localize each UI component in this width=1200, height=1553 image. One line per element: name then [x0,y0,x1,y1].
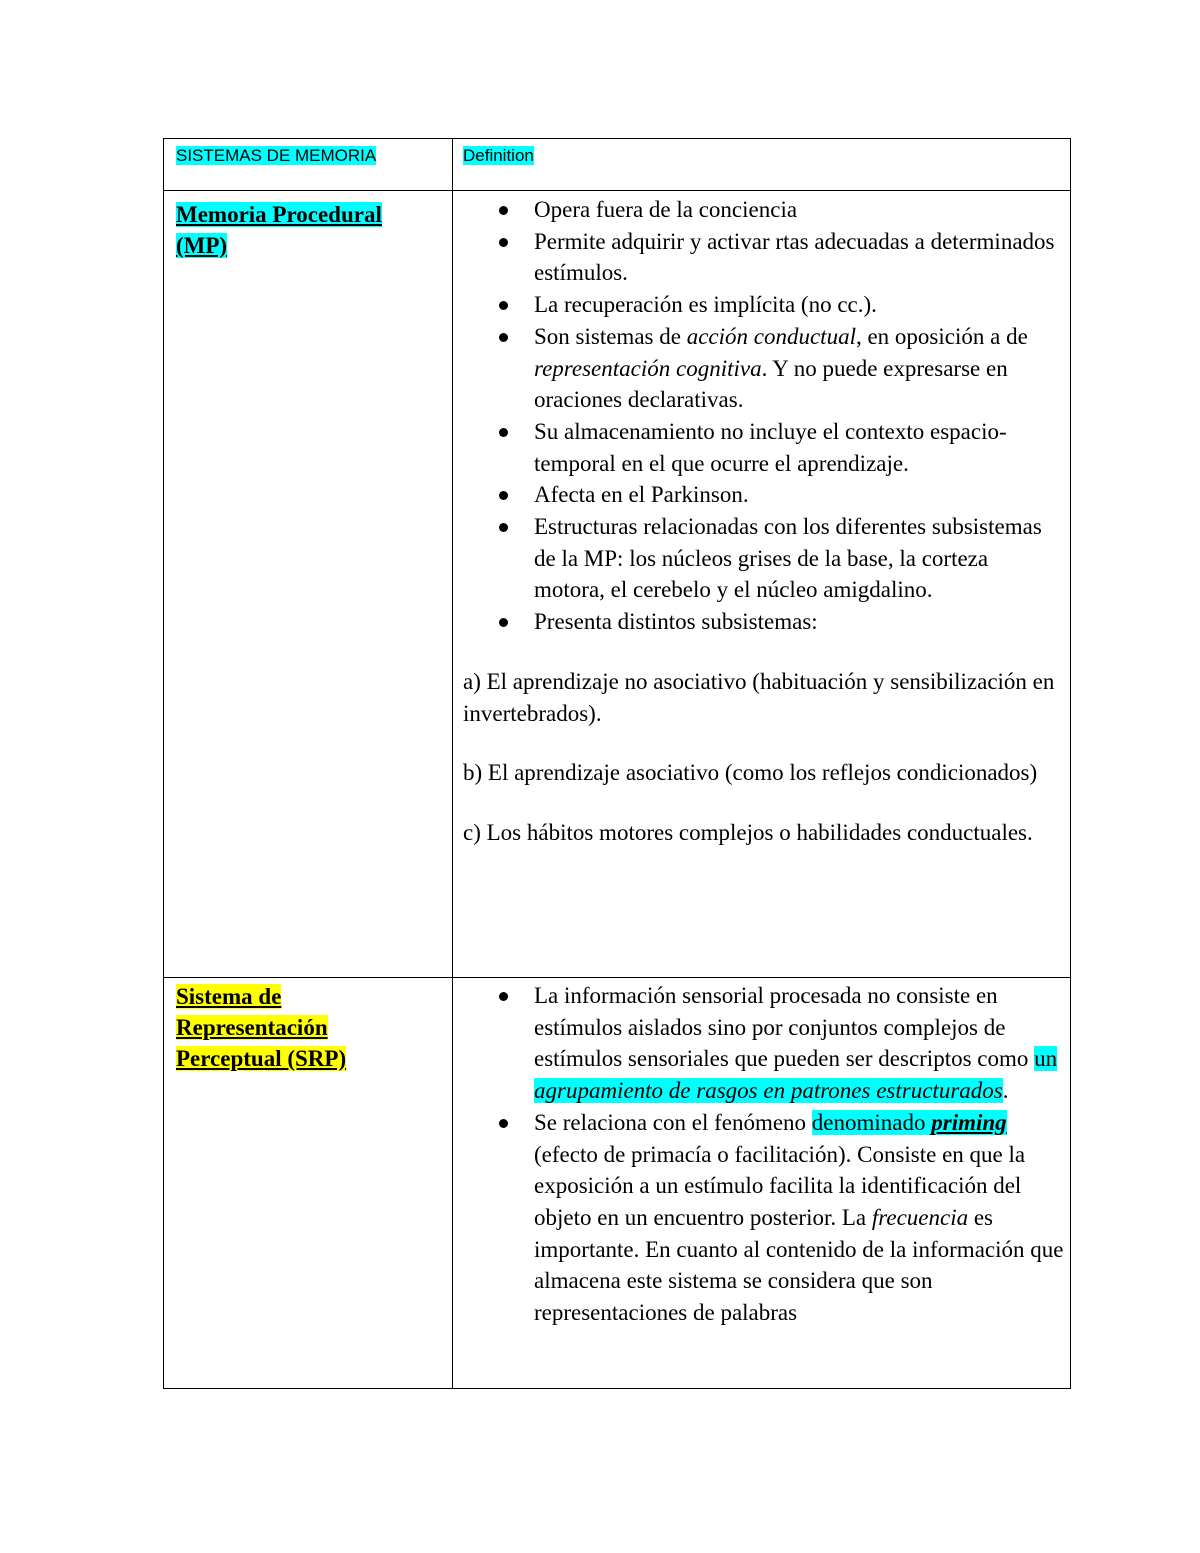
list-item: Permite adquirir y activar rtas adecuadas a determinados estímulos. [453,226,1070,289]
term-cell-procedural [164,191,453,978]
term-perceptual-system [164,978,452,1074]
table-row-perceptual [164,978,1071,1389]
header-systems-label: SISTEMAS DE MEMORIA [176,146,377,165]
table-row-procedural [164,191,1071,978]
list-item [453,1107,1070,1329]
definition-cell-procedural [453,191,1071,978]
italic-term: acción conductual [686,323,856,349]
highlighted-text: denominado [811,1109,932,1135]
definition-cell-perceptual [453,978,1071,1389]
table-header-row [164,139,1071,191]
text-run: La información sensorial procesada no consiste en estímulos aislados sino por conjuntos complejos de estímulos sensoriales que pueden ser descriptos como [534,983,1035,1072]
term-line: (MP) [176,233,228,258]
list-item [453,321,1070,416]
list-item: Afecta en el Parkinson. [453,479,1070,511]
subsystem-item-c: c) Los hábitos motores complejos o habilidades conductuales. [463,819,1033,845]
perceptual-bullet-list [453,980,1070,1329]
list-item: Estructuras relacionadas con los diferentes subsistemas de la MP: los núcleos grises de la base, la corteza motora, el cerebelo y el núcleo amigdalino. [453,511,1070,606]
text-run: Se relaciona con el fenómeno [534,1109,812,1135]
italic-term: frecuencia [871,1204,969,1230]
list-item: Su almacenamiento no incluye el contexto espacio-temporal en el que ocurre el aprendizaje. [453,416,1070,479]
text-run: es importante. En cuanto al contenido de la información que almacena este sistema se considera que son representaciones de palabras [534,1204,1064,1326]
term-line: Sistema de [176,984,282,1009]
highlighted-text: un [1034,1046,1058,1072]
priming-term: priming [931,1109,1007,1135]
term-line: Representación [176,1015,328,1040]
term-cell-perceptual [164,978,453,1389]
text-run: . Y no puede expresarse en oraciones declarativas. [534,355,1008,413]
term-line: Perceptual (SRP) [176,1046,347,1071]
term-line: Memoria Procedural [176,202,382,227]
header-cell-systems [164,139,453,191]
list-item: La recuperación es implícita (no cc.). [453,289,1070,321]
header-definition-label: Definition [463,146,534,165]
procedural-bullet-list [453,194,1070,638]
memory-systems-table [163,138,1071,1389]
term-procedural-memory [164,191,452,261]
list-item: Presenta distintos subsistemas: [453,606,1070,638]
subsystem-item-a: a) El aprendizaje no asociativo (habituación y sensibilización en invertebrados). [463,668,1055,726]
text-run: , en oposición a de [855,323,1028,349]
list-item: Opera fuera de la conciencia [453,194,1070,226]
text-run: . [1002,1078,1009,1104]
list-item [453,980,1070,1107]
italic-term: representación cognitiva [534,355,762,381]
highlighted-italic-text: agrupamiento de rasgos en patrones estructurados [534,1078,1003,1104]
text-run: Son sistemas de [534,323,687,349]
text-run: (efecto de primacía o facilitación). Consiste en que la exposición a un estímulo facilita la identificación del objeto en un encuentro posterior. La [534,1141,1026,1230]
subsystem-item-b: b) El aprendizaje asociativo (como los reflejos condicionados) [463,760,1038,786]
header-cell-definition [453,139,1071,191]
